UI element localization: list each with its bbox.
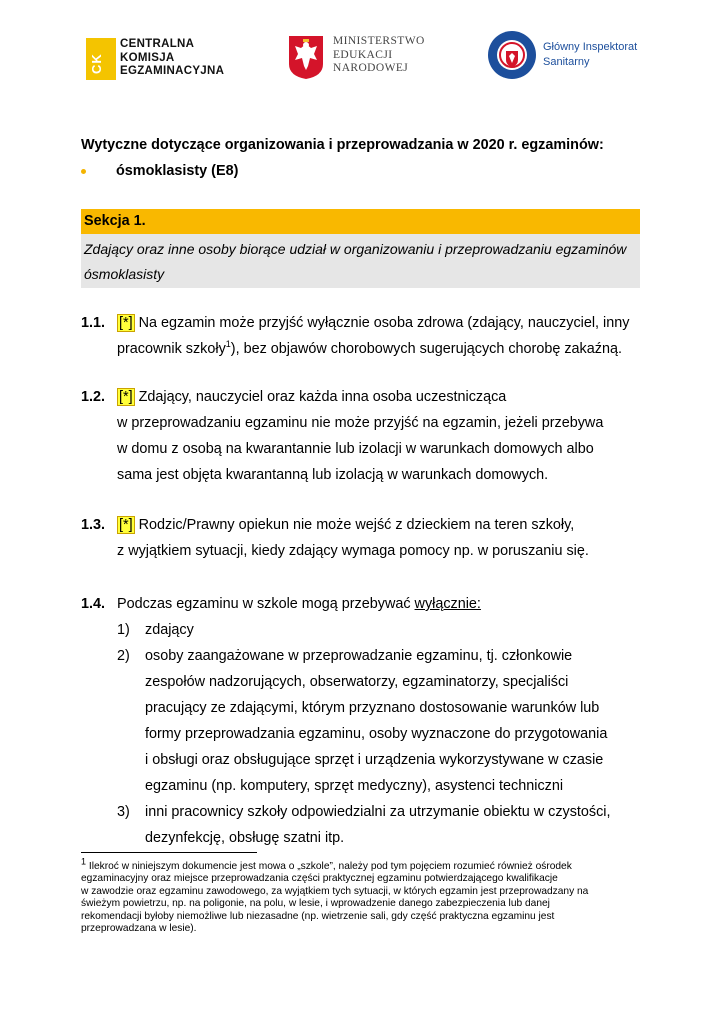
item-number: 1.2. [81, 389, 106, 405]
item-text-line: z wyjątkiem sytuacji, kiedy zdający wymaga pomocy np. w poruszaniu się. [117, 543, 589, 559]
footnote-line: w zawodzie oraz egzaminu zawodowego, za wyjątkiem tych sytuacji, w których egzamin jest przeprowadzany na [81, 885, 589, 897]
section-header [81, 209, 640, 234]
gis-line-1: Główny Inspektorat [543, 41, 638, 53]
document-title: Wytyczne dotyczące organizowania i przeprowadzania w 2020 r. egzaminów: [81, 137, 604, 153]
footnote-divider [81, 852, 257, 853]
item-intro-underlined: wyłącznie: [414, 596, 481, 612]
sub-item-text-line: egzaminu (np. komputery, sprzęt medyczny), asystenci techniczni [145, 778, 564, 794]
item-text-line: w przeprowadzaniu egzaminu nie może przyjść na egzamin, jeżeli przebywa [117, 415, 604, 431]
sub-item-text-line: formy przeprowadzania egzaminu, osoby wyznaczone do przygotowania [145, 726, 608, 742]
asterisk-marker: [*] [119, 315, 133, 331]
item-body [117, 384, 652, 488]
asterisk-marker: [*] [119, 389, 133, 405]
sub-item-text-line: zdający [145, 622, 194, 638]
gis-line-2: Sanitarny [543, 56, 590, 68]
sanitary-inspection-seal-icon [487, 30, 537, 80]
item-body [117, 591, 652, 846]
item-text-line: pracownik szkoły [117, 341, 226, 357]
item-text-line: sama jest objęta kwarantanną lub izolacją w warunkach domowych. [117, 467, 549, 483]
section-subtitle: Zdający oraz inne osoby biorące udział w organizowaniu i przeprowadzaniu egzaminów ósmoklasisty [84, 241, 627, 282]
cke-line-3: EGZAMINACYJNA [120, 65, 225, 77]
item-number: 1.4. [81, 596, 106, 612]
footnote-line: rekomendacji byłoby niemożliwe lub niezasadne (np. wietrzenie sali, gdy część praktyczna egzaminu jest [81, 910, 555, 922]
sub-item-text-line: osoby zaangażowane w przeprowadzanie egzaminu, tj. członkowie [145, 648, 573, 664]
item-body [117, 512, 652, 564]
men-logo [287, 34, 437, 82]
section-label: Sekcja 1. [84, 213, 146, 229]
asterisk-marker: [*] [119, 517, 133, 533]
men-logo-text [333, 35, 425, 76]
item-body [117, 310, 652, 362]
cke-logo [86, 38, 236, 82]
cke-line-1: CENTRALNA [120, 38, 195, 50]
section-subtitle-box [81, 234, 640, 288]
bullet-icon [81, 169, 86, 174]
sub-item-number: 1) [117, 622, 130, 638]
footnote-number: 1 [81, 856, 87, 867]
sub-item-text-line: dezynfekcję, obsługę szatni itp. [145, 830, 345, 846]
sub-item-text-line: pracujący ze zdającymi, którym przyznano dostosowanie warunków lub [145, 700, 600, 716]
sub-item-text-line: i obsługi oraz obsługujące sprzęt i urządzenia wykorzystywane w czasie [145, 752, 604, 768]
item-intro: Podczas egzaminu w szkole mogą przebywać [117, 596, 415, 612]
item-text-line: Zdający, nauczyciel oraz każda inna osoba uczestnicząca [138, 389, 507, 405]
item-text-line: Na egzamin może przyjść wyłącznie osoba zdrowa (zdający, nauczyciel, inny [138, 315, 630, 331]
gis-logo-text [543, 40, 637, 70]
item-text-line: Rodzic/Prawny opiekun nie może wejść z dzieckiem na teren szkoły, [138, 517, 575, 533]
men-line-3: NARODOWEJ [333, 62, 409, 75]
footnote-line: przeprowadzana w lesie). [81, 923, 197, 935]
footnote [81, 856, 641, 935]
footnote-ref[interactable]: 1 [225, 339, 231, 350]
men-line-1: MINISTERSTWO [333, 35, 425, 47]
cke-logo-mark-text: CK [89, 53, 104, 74]
item-number: 1.3. [81, 517, 106, 533]
cke-logo-mark [86, 38, 116, 80]
men-line-2: EDUKACJI [333, 48, 393, 61]
cke-logo-text [120, 38, 224, 79]
footnote-line: egzaminacyjny oraz miejsce przeprowadzania części praktycznej egzaminu potwierdzającego kwalifikacje [81, 873, 558, 885]
cke-line-2: KOMISJA [120, 51, 175, 64]
footnote-line: Ilekroć w niniejszym dokumencie jest mowa o „szkole”, należy pod tym pojęciem rozumieć również ośrodek [88, 861, 572, 872]
eagle-emblem-icon [287, 34, 325, 80]
sub-item-text-line: zespołów nadzorujących, obserwatorzy, egzaminatorzy, specjaliści [145, 674, 569, 690]
exam-bullet-text: ósmoklasisty (E8) [116, 163, 239, 179]
sub-item-number: 2) [117, 648, 130, 664]
gis-logo [487, 30, 657, 82]
item-text-line: w domu z osobą na kwarantannie lub izolacji w warunkach domowych albo [117, 441, 594, 457]
footnote-line: świeżym powietrzu, np. na poligonie, na polu, w lesie, i wprowadzenie danego zabezpieczenia lub danej [81, 898, 550, 910]
item-text-line: ), bez objawów chorobowych sugerujących chorobę zakaźną. [230, 341, 622, 357]
item-number: 1.1. [81, 315, 106, 331]
sub-item-text-line: inni pracownicy szkoły odpowiedzialni za utrzymanie obiektu w czystości, [145, 804, 611, 820]
sub-item-number: 3) [117, 804, 130, 820]
